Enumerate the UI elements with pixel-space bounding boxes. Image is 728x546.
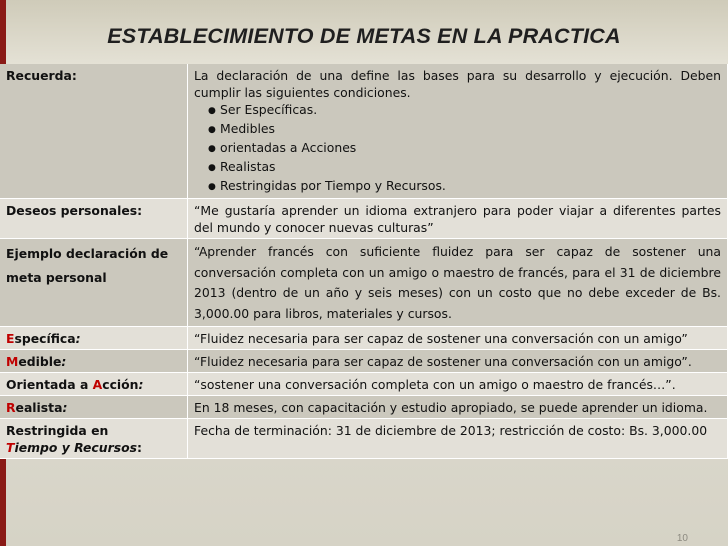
table-row-deseos (0, 199, 728, 239)
row-text: La declaración de una define las bases para su desarrollo y ejecución. Deben cumplir las siguientes condiciones. (194, 68, 721, 100)
row-label: Deseos personales: (0, 199, 188, 239)
row-label (0, 396, 188, 419)
bullet-icon: ● (208, 125, 216, 135)
bullet-icon: ● (208, 163, 216, 173)
bullet-icon: ● (208, 106, 216, 116)
label-initial: M (6, 354, 19, 369)
label-suffix: : (138, 377, 144, 392)
table-row-medible (0, 350, 728, 373)
row-content: “sostener una conversación completa con un amigo o maestro de francés…”. (188, 373, 728, 396)
condition-text: Ser Específicas. (220, 102, 318, 117)
row-content: “Fluidez necesaria para ser capaz de sostener una conversación con un amigo”. (188, 350, 728, 373)
bullet-icon: ● (208, 144, 216, 154)
label-rest: cción (102, 377, 139, 392)
label-rest: ealista (15, 400, 63, 415)
table-row-especifica (0, 327, 728, 350)
condition-text: Realistas (220, 159, 276, 174)
table-row-realista (0, 396, 728, 419)
label-suffix: : (62, 400, 68, 415)
label-initial: T (6, 440, 15, 455)
label-initial: E (6, 331, 15, 346)
row-label (0, 327, 188, 350)
row-content: “Fluidez necesaria para ser capaz de sostener una conversación con un amigo” (188, 327, 728, 350)
label-prefix: Orientada a (6, 377, 93, 392)
condition-text: Restringidas por Tiempo y Recursos. (220, 178, 446, 193)
label-initial: A (92, 377, 103, 392)
label-rest: specífica (14, 331, 76, 346)
list-item (208, 139, 721, 158)
label-suffix: : (61, 354, 67, 369)
row-content (188, 64, 728, 199)
row-label (0, 350, 188, 373)
row-label (0, 373, 188, 396)
label-suffix: : (75, 331, 81, 346)
row-label (0, 419, 188, 459)
table-row-recuerda (0, 64, 728, 199)
table-row-orientada (0, 373, 728, 396)
row-content: Fecha de terminación: 31 de diciembre de 2013; restricción de costo: Bs. 3,000.00 (188, 419, 728, 459)
condition-text: orientadas a Acciones (220, 140, 357, 155)
label-rest: edible (18, 354, 62, 369)
bullet-icon: ● (208, 182, 216, 192)
table-row-restringida (0, 419, 728, 459)
label-initial: R (6, 400, 16, 415)
conditions-list (194, 101, 721, 196)
label-rest: iempo y Recursos (14, 440, 137, 455)
row-label: Recuerda: (0, 64, 188, 199)
row-content: “Me gustaría aprender un idioma extranjero para poder viajar a diferentes partes del mundo y conocer nuevas culturas” (188, 199, 728, 239)
list-item (208, 158, 721, 177)
row-content: En 18 meses, con capacitación y estudio apropiado, se puede aprender un idioma. (188, 396, 728, 419)
list-item (208, 120, 721, 139)
table-row-ejemplo (0, 239, 728, 327)
goals-table (0, 64, 728, 459)
condition-text: Medibles (220, 121, 276, 136)
row-content: “Aprender francés con suficiente fluidez para ser capaz de sostener una conversación completa con un amigo o maestro de francés, para el 31 de diciembre 2013 (dentro de un año y seis meses) con un costo que no debe exceder de Bs. 3,000.00 para libros, materiales y cursos. (188, 239, 728, 327)
list-item (208, 101, 721, 120)
list-item (208, 177, 721, 196)
row-label: Ejemplo declaración de meta personal (0, 239, 188, 327)
slide-title: ESTABLECIMIENTO DE METAS EN LA PRACTICA (107, 24, 621, 48)
label-suffix: : (136, 440, 142, 455)
label-line1: Restringida en (6, 423, 109, 438)
page-number: 10 (676, 533, 688, 544)
